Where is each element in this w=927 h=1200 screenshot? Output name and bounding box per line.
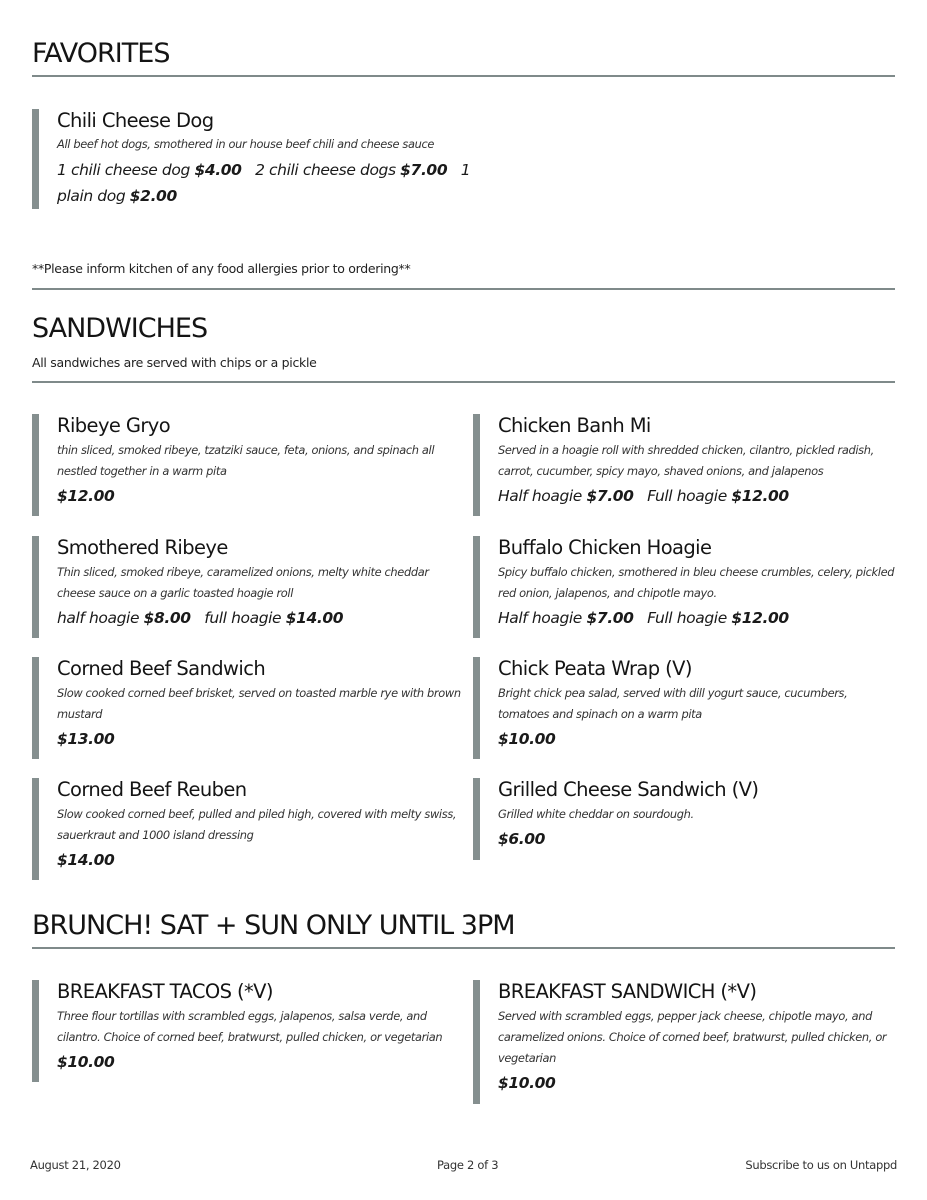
sandwiches-heading: SANDWICHES	[32, 313, 208, 344]
price-label: 1 chili cheese dog	[57, 161, 190, 179]
item-price	[498, 483, 895, 509]
price-value: $7.00	[586, 609, 634, 627]
menu-item-corned-beef-sandwich	[32, 657, 462, 759]
item-name: Corned Beef Reuben	[57, 778, 247, 801]
brunch-heading: BRUNCH! SAT + SUN ONLY UNTIL 3PM	[32, 910, 515, 941]
price-label: half hoagie	[57, 609, 140, 627]
price-value: $4.00	[194, 161, 242, 179]
price-value: $10.00	[498, 730, 556, 748]
price-label: 1 plain dog	[57, 161, 471, 205]
price-value: $7.00	[586, 487, 634, 505]
menu-item-chick-peata-wrap	[473, 657, 895, 759]
price-label: Full hoagie	[647, 609, 727, 627]
brunch-divider	[32, 947, 895, 949]
menu-item-chicken-banh-mi	[473, 414, 895, 516]
item-name: Corned Beef Sandwich	[57, 657, 266, 680]
item-name: Smothered Ribeye	[57, 536, 228, 559]
item-description: Slow cooked corned beef, pulled and piled high, covered with melty swiss, sauerkraut and 1000 island dressing	[57, 807, 457, 842]
price-label: Half hoagie	[498, 487, 582, 505]
price-value: $8.00	[143, 609, 191, 627]
item-price	[57, 726, 462, 752]
item-description: Thin sliced, smoked ribeye, caramelized onions, melty white cheddar cheese sauce on a garlic toasted hoagie roll	[57, 565, 429, 600]
item-name: Chick Peata Wrap (V)	[498, 657, 692, 680]
price-value: $12.00	[57, 487, 115, 505]
item-description: Three flour tortillas with scrambled eggs, jalapenos, salsa verde, and cilantro. Choice of corned beef, bratwurst, pulled chicken, or vegetarian	[57, 1009, 443, 1044]
item-name: Chicken Banh Mi	[498, 414, 651, 437]
sandwiches-divider	[32, 381, 895, 383]
price-value: $12.00	[731, 487, 789, 505]
price-value: $13.00	[57, 730, 115, 748]
price-value: $10.00	[498, 1074, 556, 1092]
footer-date: August 21, 2020	[30, 1158, 121, 1172]
price-value: $2.00	[129, 187, 177, 205]
price-label: 2 chili cheese dogs	[255, 161, 396, 179]
item-name: Grilled Cheese Sandwich (V)	[498, 778, 759, 801]
item-description: All beef hot dogs, smothered in our house beef chili and cheese sauce	[57, 137, 435, 151]
menu-item-buffalo-chicken-hoagie	[473, 536, 895, 638]
price-label: Full hoagie	[647, 487, 727, 505]
item-description: Bright chick pea salad, served with dill yogurt sauce, cucumbers, tomatoes and spinach on a warm pita	[498, 686, 848, 721]
menu-item-grilled-cheese	[473, 778, 895, 860]
item-name: Ribeye Gryo	[57, 414, 171, 437]
price-label: Half hoagie	[498, 609, 582, 627]
sandwiches-subtitle: All sandwiches are served with chips or a pickle	[32, 355, 317, 370]
favorites-divider	[32, 75, 895, 77]
item-price	[498, 726, 895, 752]
item-price	[57, 605, 462, 631]
menu-item-chili-cheese-dog	[32, 109, 472, 209]
item-description: Spicy buffalo chicken, smothered in bleu cheese crumbles, celery, pickled red onion, jalapenos, and chipotle mayo.	[498, 565, 895, 600]
footer-subscribe-link[interactable]: Subscribe to us on Untappd	[745, 1158, 897, 1172]
item-description: Served with scrambled eggs, pepper jack cheese, chipotle mayo, and caramelized onions. Choice of corned beef, bratwurst, pulled chicken, or vegetarian	[498, 1009, 887, 1065]
menu-item-smothered-ribeye	[32, 536, 462, 638]
allergy-note: **Please inform kitchen of any food allergies prior to ordering**	[32, 261, 411, 276]
item-price	[57, 847, 462, 873]
item-description: Slow cooked corned beef brisket, served on toasted marble rye with brown mustard	[57, 686, 461, 721]
favorites-heading: FAVORITES	[32, 38, 170, 69]
item-name: Buffalo Chicken Hoagie	[498, 536, 712, 559]
item-name: Chili Cheese Dog	[57, 109, 214, 132]
menu-item-corned-beef-reuben	[32, 778, 462, 880]
menu-item-breakfast-sandwich	[473, 980, 895, 1104]
item-price	[57, 483, 462, 509]
item-description: Served in a hoagie roll with shredded chicken, cilantro, pickled radish, carrot, cucumber, spicy mayo, shaved onions, and jalapenos	[498, 443, 874, 478]
menu-item-breakfast-tacos	[32, 980, 462, 1082]
price-value: $14.00	[285, 609, 344, 627]
menu-item-ribeye-gryo	[32, 414, 462, 516]
price-value: $7.00	[400, 161, 448, 179]
allergy-divider	[32, 288, 895, 290]
price-value: $12.00	[731, 609, 789, 627]
item-description: thin sliced, smoked ribeye, tzatziki sauce, feta, onions, and spinach all nestled together in a warm pita	[57, 443, 435, 478]
item-name: BREAKFAST TACOS (*V)	[57, 980, 273, 1003]
item-price	[57, 157, 472, 209]
item-price	[57, 1049, 462, 1075]
item-price	[498, 1070, 895, 1096]
footer-page-number: Page 2 of 3	[437, 1158, 499, 1172]
price-value: $6.00	[498, 830, 546, 848]
item-price	[498, 826, 895, 852]
price-value: $10.00	[57, 1053, 115, 1071]
price-value: $14.00	[57, 851, 115, 869]
item-price	[498, 605, 895, 631]
item-name: BREAKFAST SANDWICH (*V)	[498, 980, 757, 1003]
price-label: full hoagie	[204, 609, 282, 627]
item-description: Grilled white cheddar on sourdough.	[498, 807, 694, 821]
